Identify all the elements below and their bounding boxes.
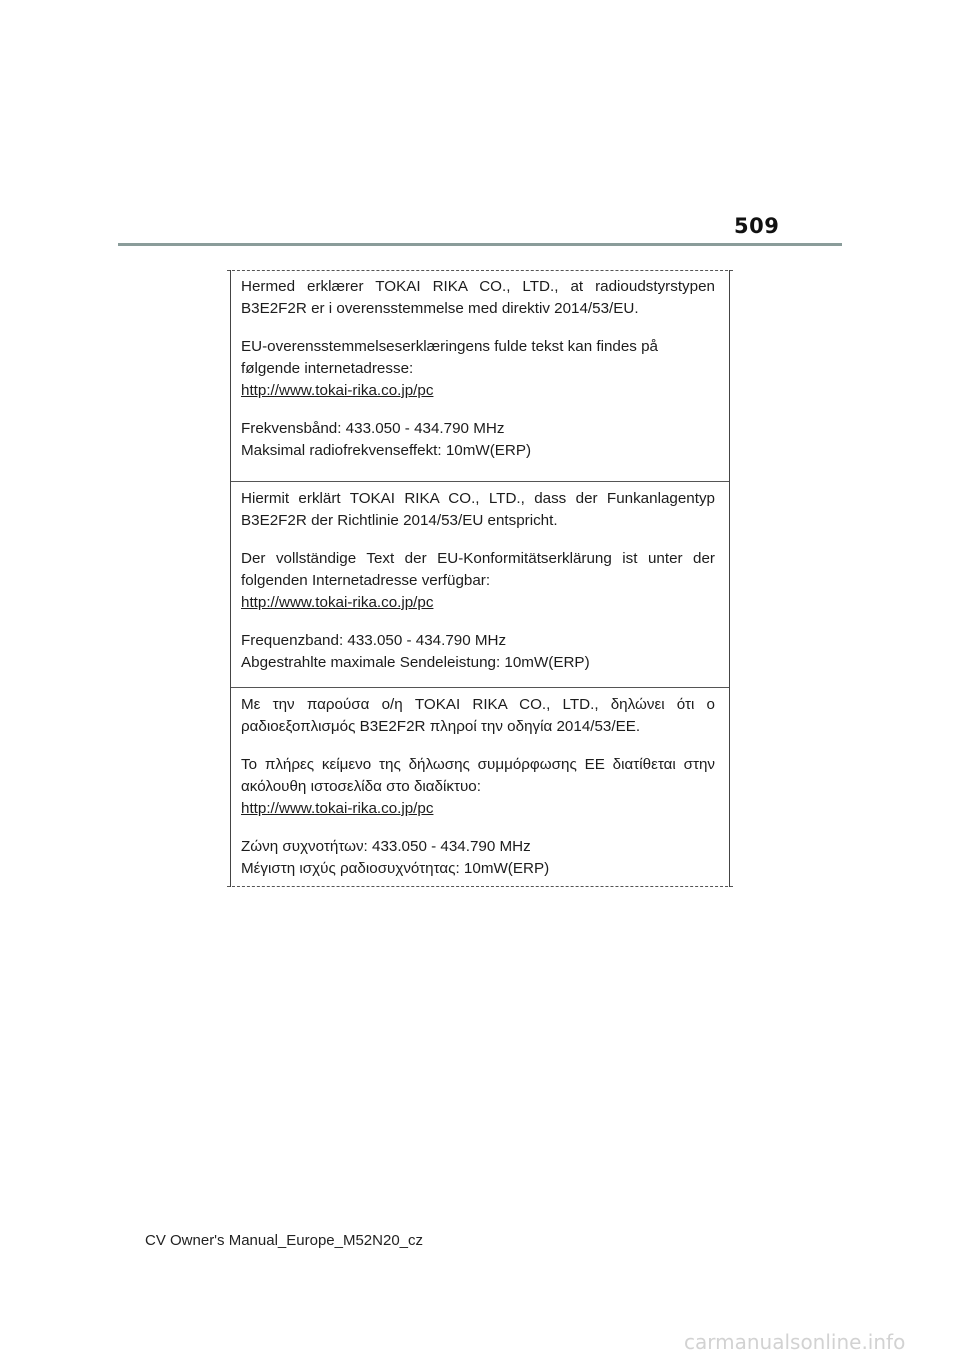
availability-line: Der vollständige Text der EU-Konformitätserklärung ist unter der xyxy=(241,550,715,567)
frequency-band: Frekvensbånd: 433.050 - 434.790 MHz xyxy=(241,420,505,437)
max-power: Abgestrahlte maximale Sendeleistung: 10mW(ERP) xyxy=(241,654,590,671)
declaration-greek xyxy=(231,687,729,887)
availability-line: EU-overensstemmelseserklæringens fulde tekst kan findes på xyxy=(241,338,659,355)
availability-paragraph xyxy=(241,548,715,614)
availability-line: følgende internetadresse: xyxy=(241,360,414,377)
declaration-box xyxy=(230,270,730,887)
page-footer: CV Owner's Manual_Europe_M52N20_cz xyxy=(145,1232,424,1249)
max-power: Maksimal radiofrekvenseffekt: 10mW(ERP) xyxy=(241,442,532,459)
spec-paragraph xyxy=(241,836,715,880)
declaration-german xyxy=(231,481,729,687)
statement-paragraph xyxy=(241,276,715,320)
statement-line: Με την παρούσα ο/η TOKAI RIKA CO., LTD., δηλώνει ότι ο xyxy=(241,696,715,713)
availability-line: Το πλήρες κείμενο της δήλωσης συμμόρφωσης ΕΕ διατίθεται στην xyxy=(241,756,715,773)
statement-line: ραδιοεξοπλισμός B3E2F2R πληροί την οδηγία 2014/53/ΕΕ. xyxy=(241,718,641,735)
availability-line: ακόλουθη ιστοσελίδα στο διαδίκτυο: xyxy=(241,778,481,795)
declaration-url-link[interactable]: http://www.tokai-rika.co.jp/pc xyxy=(241,800,434,817)
declaration-url-link[interactable]: http://www.tokai-rika.co.jp/pc xyxy=(241,382,434,399)
frequency-band: Frequenzband: 433.050 - 434.790 MHz xyxy=(241,632,507,649)
spec-paragraph xyxy=(241,630,715,674)
max-power: Μέγιστη ισχύς ραδιοσυχνότητας: 10mW(ERP) xyxy=(241,860,550,877)
frequency-band: Ζώνη συχνοτήτων: 433.050 - 434.790 MHz xyxy=(241,838,531,855)
declaration-danish xyxy=(231,270,729,481)
watermark: carmanualsonline.info xyxy=(684,1330,906,1354)
availability-line: folgenden Internetadresse verfügbar: xyxy=(241,572,491,589)
availability-paragraph xyxy=(241,754,715,820)
header-rule xyxy=(118,243,842,246)
statement-line: Hiermit erklärt TOKAI RIKA CO., LTD., dass der Funkanlagentyp xyxy=(241,490,715,507)
declaration-url-link[interactable]: http://www.tokai-rika.co.jp/pc xyxy=(241,594,434,611)
statement-line: Hermed erklærer TOKAI RIKA CO., LTD., at radioudstyrstypen xyxy=(241,278,715,295)
statement-line: B3E2F2R er i overensstemmelse med direktiv 2014/53/EU. xyxy=(241,300,639,317)
availability-paragraph xyxy=(241,336,715,402)
statement-paragraph xyxy=(241,694,715,738)
statement-line: B3E2F2R der Richtlinie 2014/53/EU entspricht. xyxy=(241,512,558,529)
page-number: 509 xyxy=(734,214,780,238)
spec-paragraph xyxy=(241,418,715,462)
statement-paragraph xyxy=(241,488,715,532)
